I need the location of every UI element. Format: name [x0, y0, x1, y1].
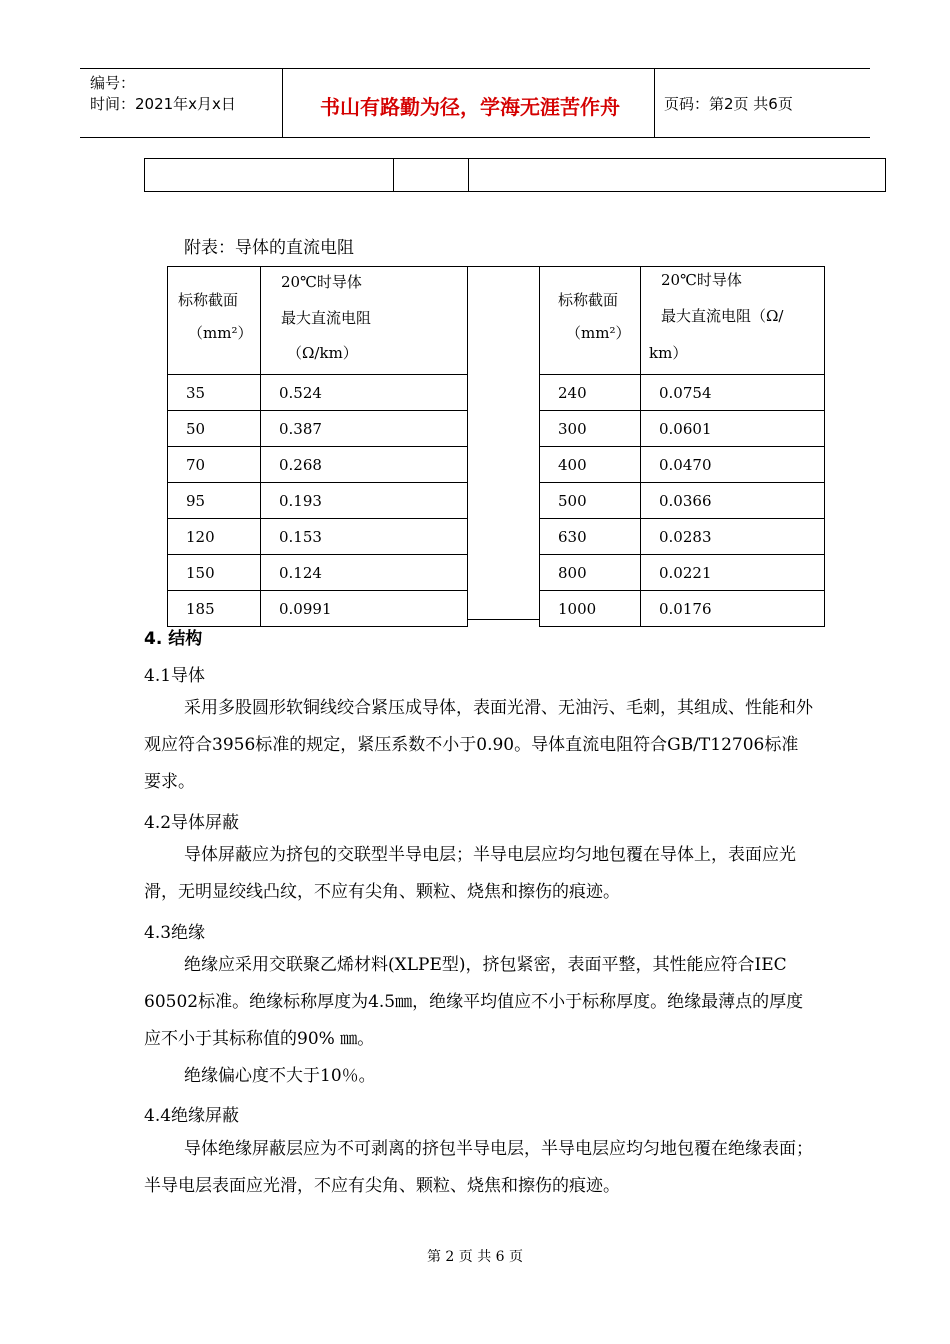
cell-section-size: 240 [540, 375, 641, 411]
paragraph-text: 采用多股圆形软铜线绞合紧压成导体，表面光滑、无油污、毛刺，其组成、性能和外观应符合3956标准的规定，紧压系数不小于0.90。导体直流电阻符合GB/T12706标准要求。 [144, 698, 813, 792]
table-cell-divider [393, 159, 394, 191]
resistance-table-right [539, 266, 825, 627]
paragraph-text: 绝缘偏心度不大于10％。 [184, 1066, 376, 1086]
table-body [168, 375, 468, 627]
paragraph [144, 1058, 814, 1095]
paragraph [144, 690, 814, 801]
page-footer: 第 2 页 共 6 页 [426, 1249, 524, 1265]
table-row [168, 555, 468, 591]
header-cell-resistance [641, 267, 825, 375]
table-row [540, 591, 825, 627]
section-heading: 4. 结构 [144, 629, 203, 649]
table-row [168, 483, 468, 519]
header-cell-section [540, 267, 641, 375]
cell-resistance: 0.0283 [641, 519, 825, 555]
cell-section-size: 70 [168, 447, 261, 483]
paragraph [144, 1131, 814, 1205]
table-row [168, 375, 468, 411]
cell-section-size: 400 [540, 447, 641, 483]
table-row [540, 519, 825, 555]
header-cell-resistance [261, 267, 468, 375]
cell-section-size: 120 [168, 519, 261, 555]
cell-resistance: 0.0221 [641, 555, 825, 591]
cell-section-size: 800 [540, 555, 641, 591]
table-row [168, 519, 468, 555]
header-text: 最大直流电阻（Ω/ [661, 307, 784, 325]
header-date: 时间：2021年x月x日 [90, 95, 236, 113]
cell-resistance: 0.124 [261, 555, 468, 591]
paragraph [144, 947, 814, 1058]
cell-section-size: 630 [540, 519, 641, 555]
cell-resistance: 0.268 [261, 447, 468, 483]
paragraph-text: 绝缘应采用交联聚乙烯材料(XLPE型)，挤包紧密，表面平整，其性能应符合IEC 60502标准。绝缘标称厚度为4.5㎜，绝缘平均值应不小于标称厚度。绝缘最薄点的厚度应不小于其标称值的90% ㎜。 [144, 955, 804, 1049]
header-meta [90, 73, 236, 115]
subsection-heading: 4.3绝缘 [144, 923, 206, 943]
header-page-info: 页码：第2页 共6页 [664, 95, 793, 113]
cell-section-size: 500 [540, 483, 641, 519]
table-header-row [540, 267, 825, 375]
header-text: 标称截面 [558, 291, 619, 309]
table-header-row [168, 267, 468, 375]
cell-resistance: 0.524 [261, 375, 468, 411]
header-text: 20℃时导体 [281, 273, 362, 291]
table-body [540, 375, 825, 627]
header-cell-section [168, 267, 261, 375]
cell-resistance: 0.0601 [641, 411, 825, 447]
table-caption: 附表：导体的直流电阻 [184, 238, 354, 258]
table-gap [467, 266, 539, 620]
table-row [540, 447, 825, 483]
cell-resistance: 0.153 [261, 519, 468, 555]
table-row [168, 591, 468, 627]
resistance-table-left [167, 266, 468, 627]
cell-resistance: 0.387 [261, 411, 468, 447]
header-text: 最大直流电阻 [281, 309, 372, 327]
header-text: km） [649, 344, 688, 362]
table-row [540, 411, 825, 447]
paragraph [144, 837, 814, 911]
header-text: （Ω/km） [287, 344, 358, 362]
table-cell-divider [468, 159, 469, 191]
subsection-heading: 4.1导体 [144, 666, 206, 686]
cell-resistance: 0.0754 [641, 375, 825, 411]
subsection-heading: 4.4绝缘屏蔽 [144, 1106, 240, 1126]
header-text: 标称截面 [178, 291, 239, 309]
table-row [168, 411, 468, 447]
cell-section-size: 50 [168, 411, 261, 447]
header-motto: 书山有路勤为径，学海无涯苦作舟 [320, 95, 620, 119]
cell-resistance: 0.193 [261, 483, 468, 519]
cell-section-size: 150 [168, 555, 261, 591]
table-row [540, 375, 825, 411]
page-header [80, 68, 870, 138]
subsection-heading: 4.2导体屏蔽 [144, 813, 240, 833]
cell-section-size: 185 [168, 591, 261, 627]
table-row [540, 483, 825, 519]
cell-section-size: 35 [168, 375, 261, 411]
cell-resistance: 0.0366 [641, 483, 825, 519]
header-text: （mm²） [188, 324, 253, 342]
cell-section-size: 1000 [540, 591, 641, 627]
table-row [168, 447, 468, 483]
table-row [540, 555, 825, 591]
cell-section-size: 95 [168, 483, 261, 519]
table-fragment-row [144, 158, 886, 192]
cell-section-size: 300 [540, 411, 641, 447]
paragraph-text: 导体屏蔽应为挤包的交联型半导电层；半导电层应均匀地包覆在导体上，表面应光滑，无明显绞线凸纹，不应有尖角、颗粒、烧焦和擦伤的痕迹。 [144, 845, 796, 902]
header-number-label: 编号： [90, 74, 136, 92]
paragraph-text: 导体绝缘屏蔽层应为不可剥离的挤包半导电层，半导电层应均匀地包覆在绝缘表面；半导电层表面应光滑，不应有尖角、颗粒、烧焦和擦伤的痕迹。 [144, 1139, 813, 1196]
cell-resistance: 0.0991 [261, 591, 468, 627]
header-text: 20℃时导体 [661, 271, 742, 289]
cell-resistance: 0.0176 [641, 591, 825, 627]
header-text: （mm²） [566, 324, 631, 342]
cell-resistance: 0.0470 [641, 447, 825, 483]
